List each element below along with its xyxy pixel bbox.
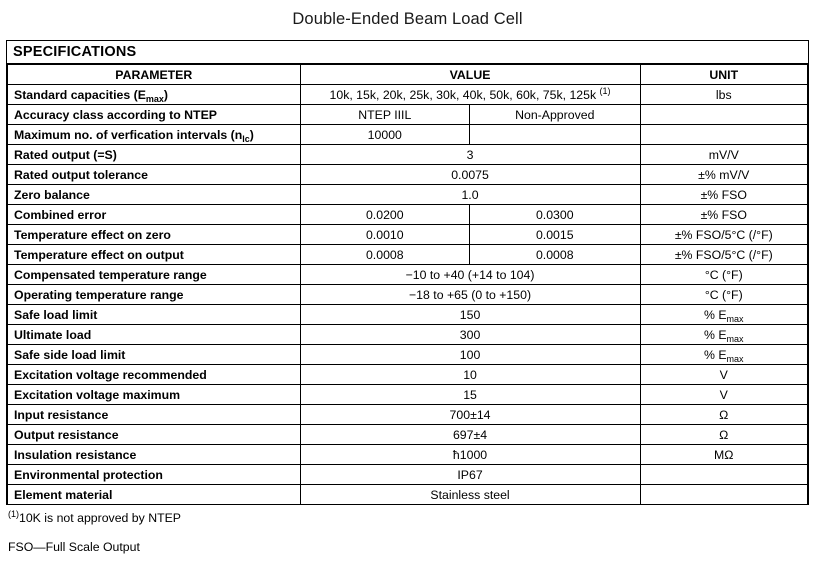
row-unit: Ω <box>640 405 807 425</box>
table-row <box>8 485 808 505</box>
row-unit: mV/V <box>640 145 807 165</box>
row-unit: V <box>640 385 807 405</box>
row-parameter: Rated output (=S) <box>8 145 301 165</box>
specifications-table <box>7 64 808 505</box>
row-parameter: Temperature effect on zero <box>8 225 301 245</box>
table-row <box>8 465 808 485</box>
row-unit: °C (°F) <box>640 285 807 305</box>
table-row <box>8 445 808 465</box>
table-row <box>8 345 808 365</box>
row-parameter: Accuracy class according to NTEP <box>8 105 301 125</box>
row-parameter: Temperature effect on output <box>8 245 301 265</box>
row-unit: % $E_{max}$ <box>640 305 807 325</box>
row-parameter: Operating temperature range <box>8 285 301 305</box>
row-parameter: Zero balance <box>8 185 301 205</box>
page-title: Double-Ended Beam Load Cell <box>292 10 523 28</box>
table-row <box>8 325 808 345</box>
row-value-a: 10000 <box>300 125 469 145</box>
table-row <box>8 85 808 105</box>
row-unit <box>640 485 807 505</box>
row-value: 697±4 <box>300 425 640 445</box>
footnote-two: FSO—Full Scale Output <box>8 540 140 555</box>
row-parameter: Combined error <box>8 205 301 225</box>
row-unit <box>640 125 807 145</box>
table-row <box>8 285 808 305</box>
row-value: 100 <box>300 345 640 365</box>
row-parameter: Insulation resistance <box>8 445 301 465</box>
row-value: 15 <box>300 385 640 405</box>
row-value-a: NTEP IIIL <box>300 105 469 125</box>
row-parameter: Excitation voltage maximum <box>8 385 301 405</box>
row-value: 1.0 <box>300 185 640 205</box>
row-unit: lbs <box>640 85 807 105</box>
row-value: 10k, 15k, 20k, 25k, 30k, 40k, 50k, 60k, 75k, 125k $^{(1)}$ <box>300 85 640 105</box>
row-value-b: 0.0015 <box>470 225 641 245</box>
row-parameter: Maximum no. of verfication intervals $(n_{lc})$ <box>8 125 301 145</box>
row-value: IP67 <box>300 465 640 485</box>
row-unit: ±% FSO <box>640 185 807 205</box>
row-parameter: Compensated temperature range <box>8 265 301 285</box>
row-parameter: Input resistance <box>8 405 301 425</box>
row-value-b: 0.0008 <box>470 245 641 265</box>
footnote-text: 10K is not approved by NTEP <box>19 511 181 526</box>
header-unit: UNIT <box>640 65 807 85</box>
row-parameter: Element material <box>8 485 301 505</box>
row-value-b: Non-Approved <box>470 105 641 125</box>
row-unit: % $E_{max}$ <box>640 325 807 345</box>
table-row <box>8 385 808 405</box>
header-value: VALUE <box>300 65 640 85</box>
specifications-panel <box>6 40 809 505</box>
table-row <box>8 245 808 265</box>
row-unit <box>640 465 807 485</box>
row-unit <box>640 105 807 125</box>
row-unit: ±% mV/V <box>640 165 807 185</box>
row-unit: MΩ <box>640 445 807 465</box>
table-row <box>8 165 808 185</box>
row-unit: ±% FSO/5°C (/°F) <box>640 245 807 265</box>
row-parameter: Ultimate load <box>8 325 301 345</box>
table-row <box>8 185 808 205</box>
row-unit: % $E_{max}$ <box>640 345 807 365</box>
table-row <box>8 265 808 285</box>
row-value-a: 0.0010 <box>300 225 469 245</box>
table-row <box>8 225 808 245</box>
row-unit: ±% FSO/5°C (/°F) <box>640 225 807 245</box>
row-unit: °C (°F) <box>640 265 807 285</box>
row-value: 10 <box>300 365 640 385</box>
table-header-row <box>8 65 808 85</box>
footnote-one <box>8 509 815 525</box>
row-parameter: Rated output tolerance <box>8 165 301 185</box>
row-parameter: Safe load limit <box>8 305 301 325</box>
row-value-a: 0.0008 <box>300 245 469 265</box>
row-parameter: Safe side load limit <box>8 345 301 365</box>
specifications-heading: SPECIFICATIONS <box>7 41 808 64</box>
row-value: −10 to +40 (+14 to 104) <box>300 265 640 285</box>
row-parameter: Excitation voltage recommended <box>8 365 301 385</box>
footnote-marker: (1) <box>8 509 19 519</box>
row-unit: Ω <box>640 425 807 445</box>
row-value-a: 0.0200 <box>300 205 469 225</box>
table-row <box>8 365 808 385</box>
row-value: Stainless steel <box>300 485 640 505</box>
row-value: 150 <box>300 305 640 325</box>
table-row <box>8 205 808 225</box>
row-value-b: 0.0300 <box>470 205 641 225</box>
row-parameter: Standard capacities $(E_{max})$ <box>8 85 301 105</box>
row-value: 300 <box>300 325 640 345</box>
table-row <box>8 405 808 425</box>
row-unit: V <box>640 365 807 385</box>
table-row <box>8 145 808 165</box>
table-row <box>8 125 808 145</box>
row-value: ħ1000 <box>300 445 640 465</box>
row-value: 3 <box>300 145 640 165</box>
row-value: 0.0075 <box>300 165 640 185</box>
row-value: −18 to +65 (0 to +150) <box>300 285 640 305</box>
header-parameter: PARAMETER <box>8 65 301 85</box>
row-parameter: Environmental protection <box>8 465 301 485</box>
row-parameter: Output resistance <box>8 425 301 445</box>
table-row <box>8 425 808 445</box>
table-row <box>8 105 808 125</box>
table-row <box>8 305 808 325</box>
row-unit: ±% FSO <box>640 205 807 225</box>
row-value-b <box>470 125 641 145</box>
row-value: 700±14 <box>300 405 640 425</box>
